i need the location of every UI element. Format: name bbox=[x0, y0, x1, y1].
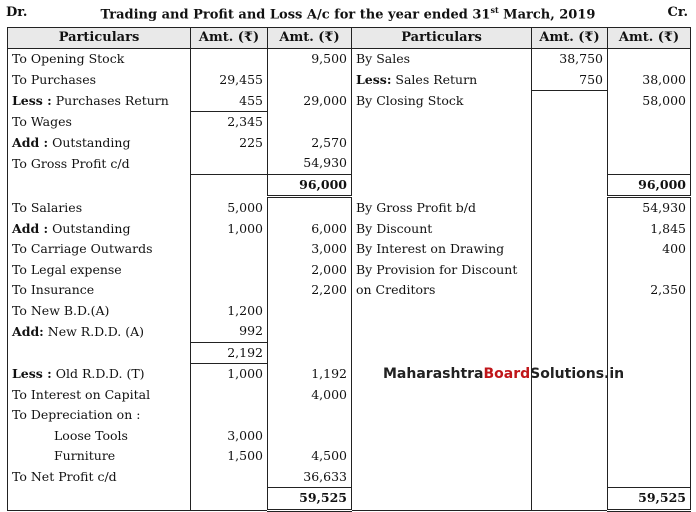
ledger-row bbox=[8, 301, 691, 322]
credit-amt2-cell bbox=[608, 321, 691, 342]
debit-amt2-cell: 96,000 bbox=[268, 174, 352, 197]
debit-label-prefix: Add: bbox=[12, 323, 44, 339]
credit-particulars-cell bbox=[352, 342, 532, 364]
statement-title bbox=[0, 5, 696, 22]
credit-amt1-cell: 750 bbox=[532, 70, 608, 91]
debit-amt2-cell: 4,500 bbox=[268, 446, 352, 467]
debit-amt2-cell bbox=[268, 342, 352, 364]
credit-particulars-cell bbox=[352, 467, 532, 488]
debit-particulars-cell bbox=[8, 197, 191, 219]
debit-amt2-cell: 29,000 bbox=[268, 91, 352, 112]
ledger-row bbox=[8, 280, 691, 301]
credit-amt1-cell bbox=[532, 467, 608, 488]
credit-particulars-cell bbox=[352, 197, 532, 219]
debit-amt1-cell bbox=[191, 49, 268, 70]
debit-amt2-cell: 9,500 bbox=[268, 49, 352, 70]
debit-amt2-cell bbox=[268, 405, 352, 426]
debit-particulars-cell bbox=[8, 467, 191, 488]
credit-amt2-cell: 58,000 bbox=[608, 91, 691, 112]
watermark-part-2: Board bbox=[483, 366, 531, 382]
credit-amt1-cell bbox=[532, 280, 608, 301]
debit-amt1-cell bbox=[191, 405, 268, 426]
credit-label-text: Sales Return bbox=[391, 72, 478, 87]
credit-amt1-cell bbox=[532, 405, 608, 426]
credit-amt1-cell bbox=[532, 446, 608, 467]
ledger-row bbox=[8, 239, 691, 260]
credit-amt2-cell: 54,930 bbox=[608, 197, 691, 219]
debit-particulars-cell bbox=[8, 405, 191, 426]
credit-amt1-cell bbox=[532, 342, 608, 364]
debit-particulars-cell bbox=[8, 219, 191, 240]
credit-amt2-cell bbox=[608, 49, 691, 70]
credit-amt2-cell: 59,525 bbox=[608, 488, 691, 511]
credit-amt2-cell bbox=[608, 342, 691, 364]
credit-particulars-cell bbox=[352, 488, 532, 511]
debit-label-prefix: Add : bbox=[12, 134, 49, 150]
debit-particulars-cell bbox=[8, 488, 191, 511]
debit-label-text: To Carriage Outwards bbox=[12, 241, 153, 257]
credit-particulars-cell bbox=[352, 321, 532, 342]
credit-amt1-cell bbox=[532, 385, 608, 406]
ledger-row bbox=[8, 219, 691, 240]
debit-amt1-cell bbox=[191, 488, 268, 511]
debit-amt1-cell: 992 bbox=[191, 321, 268, 342]
credit-particulars-cell bbox=[352, 219, 532, 240]
debit-particulars-cell bbox=[8, 426, 191, 447]
title-superscript: st bbox=[490, 5, 499, 15]
title-main: Trading and Profit and Loss A/c for the year ended 31 bbox=[100, 7, 491, 23]
ledger-row bbox=[8, 426, 691, 447]
debit-amt1-cell bbox=[191, 174, 268, 197]
credit-particulars-cell bbox=[352, 239, 532, 260]
debit-label-text: Furniture bbox=[54, 448, 116, 464]
debit-amt1-cell: 5,000 bbox=[191, 197, 268, 219]
credit-amt1-cell bbox=[532, 112, 608, 133]
debit-label-text: To Insurance bbox=[12, 282, 95, 298]
debit-particulars-cell bbox=[8, 174, 191, 197]
credit-amt2-cell bbox=[608, 467, 691, 488]
credit-label-text: By Provision for Discount bbox=[356, 261, 518, 277]
debit-amt2-cell bbox=[268, 426, 352, 447]
debit-amt1-cell: 2,192 bbox=[191, 342, 268, 364]
credit-amt2-cell bbox=[608, 260, 691, 281]
credit-amt1-cell bbox=[532, 426, 608, 447]
debit-particulars-cell bbox=[8, 239, 191, 260]
credit-amt1-cell bbox=[532, 133, 608, 154]
credit-amt1-cell bbox=[532, 197, 608, 219]
debit-amt1-cell: 2,345 bbox=[191, 112, 268, 133]
debit-label-prefix: Less : bbox=[12, 366, 52, 381]
watermark-part-1: Maharashtra bbox=[383, 366, 484, 382]
credit-amt2-cell: 1,845 bbox=[608, 219, 691, 240]
credit-amt2-cell bbox=[608, 426, 691, 447]
debit-label-text: To Legal expense bbox=[12, 261, 122, 277]
debit-label-text: Outstanding bbox=[48, 220, 131, 236]
credit-amt2-cell: 96,000 bbox=[608, 174, 691, 197]
credit-particulars-header: Particulars bbox=[352, 28, 532, 49]
credit-particulars-cell bbox=[352, 49, 532, 70]
debit-particulars-cell bbox=[8, 280, 191, 301]
debit-label-text: To Purchases bbox=[12, 72, 97, 87]
debit-label-text: To Depreciation on : bbox=[12, 407, 141, 423]
debit-amt1-cell: 3,000 bbox=[191, 426, 268, 447]
debit-marker: Dr. bbox=[6, 5, 28, 20]
debit-label-text: Outstanding bbox=[48, 134, 131, 150]
ledger-body bbox=[8, 49, 691, 511]
debit-particulars-cell bbox=[8, 260, 191, 281]
column-header-row bbox=[8, 28, 691, 49]
debit-amt1-cell bbox=[191, 385, 268, 406]
credit-particulars-cell bbox=[352, 70, 532, 91]
debit-amt1-cell bbox=[191, 280, 268, 301]
credit-particulars-cell bbox=[352, 405, 532, 426]
debit-amt1-cell: 1,200 bbox=[191, 301, 268, 322]
debit-amt2-cell: 36,633 bbox=[268, 467, 352, 488]
credit-amt1-cell bbox=[532, 174, 608, 197]
credit-amt2-cell bbox=[608, 301, 691, 322]
ledger-row bbox=[8, 153, 691, 174]
credit-particulars-cell bbox=[352, 153, 532, 174]
debit-label-text: To Net Profit c/d bbox=[12, 469, 117, 484]
credit-particulars-cell bbox=[352, 91, 532, 112]
ledger-row bbox=[8, 488, 691, 511]
debit-amt-header-2: Amt. (₹) bbox=[268, 28, 352, 49]
credit-particulars-cell bbox=[352, 301, 532, 322]
credit-amt2-cell bbox=[608, 405, 691, 426]
debit-amt1-cell: 1,000 bbox=[191, 219, 268, 240]
credit-particulars-cell bbox=[352, 133, 532, 154]
debit-label-prefix: Less : bbox=[12, 93, 52, 108]
credit-particulars-cell bbox=[352, 446, 532, 467]
debit-label-text: Loose Tools bbox=[54, 427, 128, 443]
debit-particulars-cell bbox=[8, 301, 191, 322]
debit-particulars-cell bbox=[8, 446, 191, 467]
credit-amt-header-1: Amt. (₹) bbox=[532, 28, 608, 49]
credit-amt2-cell: 2,350 bbox=[608, 280, 691, 301]
debit-label-text: To Gross Profit c/d bbox=[12, 155, 130, 171]
credit-amt2-cell: 400 bbox=[608, 239, 691, 260]
ledger-row bbox=[8, 342, 691, 364]
debit-label-text: Purchases Return bbox=[51, 93, 169, 108]
debit-particulars-cell bbox=[8, 385, 191, 406]
credit-amt2-cell bbox=[608, 133, 691, 154]
debit-amt2-cell bbox=[268, 112, 352, 133]
debit-amt1-cell: 455 bbox=[191, 91, 268, 112]
credit-marker: Cr. bbox=[667, 5, 688, 20]
credit-particulars-cell bbox=[352, 260, 532, 281]
credit-particulars-cell bbox=[352, 112, 532, 133]
credit-amt1-cell bbox=[532, 91, 608, 112]
watermark-part-3: Solutions.in bbox=[530, 366, 625, 382]
debit-amt2-cell: 2,570 bbox=[268, 133, 352, 154]
credit-amt1-cell bbox=[532, 301, 608, 322]
ledger-row bbox=[8, 112, 691, 133]
debit-amt2-cell: 2,000 bbox=[268, 260, 352, 281]
credit-particulars-cell bbox=[352, 174, 532, 197]
debit-label-text: New R.D.D. (A) bbox=[43, 323, 145, 339]
credit-amt1-cell bbox=[532, 488, 608, 511]
debit-amt2-cell: 1,192 bbox=[268, 364, 352, 385]
debit-amt2-cell: 2,200 bbox=[268, 280, 352, 301]
debit-particulars-cell bbox=[8, 70, 191, 91]
debit-amt2-cell: 3,000 bbox=[268, 239, 352, 260]
debit-label-text: To Wages bbox=[12, 114, 72, 129]
ledger-row bbox=[8, 49, 691, 70]
debit-particulars-cell bbox=[8, 153, 191, 174]
debit-amt1-cell bbox=[191, 153, 268, 174]
ledger-row bbox=[8, 133, 691, 154]
debit-amt1-cell bbox=[191, 260, 268, 281]
debit-label-text: To Salaries bbox=[12, 199, 83, 215]
credit-amt2-cell bbox=[608, 385, 691, 406]
credit-label-prefix: Less: bbox=[356, 72, 392, 87]
ledger-row bbox=[8, 321, 691, 342]
credit-particulars-cell bbox=[352, 280, 532, 301]
credit-amt1-cell bbox=[532, 321, 608, 342]
debit-amt2-cell bbox=[268, 70, 352, 91]
ledger-row bbox=[8, 70, 691, 91]
debit-amt2-cell: 4,000 bbox=[268, 385, 352, 406]
debit-particulars-cell bbox=[8, 112, 191, 133]
ledger-row bbox=[8, 197, 691, 219]
credit-amt2-cell: 38,000 bbox=[608, 70, 691, 91]
credit-label-text: By Discount bbox=[356, 220, 433, 236]
credit-particulars-cell bbox=[352, 385, 532, 406]
debit-label-text: To New B.D.(A) bbox=[12, 302, 110, 318]
credit-amt2-cell bbox=[608, 112, 691, 133]
debit-amt1-cell bbox=[191, 467, 268, 488]
credit-amt1-cell: 38,750 bbox=[532, 49, 608, 70]
debit-particulars-cell bbox=[8, 49, 191, 70]
debit-amt1-cell: 1,000 bbox=[191, 364, 268, 385]
debit-amt1-cell bbox=[191, 239, 268, 260]
debit-amt2-cell bbox=[268, 197, 352, 219]
credit-amt1-cell bbox=[532, 239, 608, 260]
ledger-table bbox=[7, 27, 691, 512]
debit-particulars-header: Particulars bbox=[8, 28, 191, 49]
credit-label-text: By Closing Stock bbox=[356, 93, 464, 108]
ledger-row bbox=[8, 91, 691, 112]
debit-label-text: To Interest on Capital bbox=[12, 386, 151, 402]
debit-label-text: To Opening Stock bbox=[12, 51, 125, 67]
debit-amt1-cell: 29,455 bbox=[191, 70, 268, 91]
debit-amt2-cell: 54,930 bbox=[268, 153, 352, 174]
debit-amt2-cell bbox=[268, 301, 352, 322]
statement-header bbox=[0, 0, 696, 26]
ledger-row bbox=[8, 405, 691, 426]
credit-amt1-cell bbox=[532, 153, 608, 174]
ledger-row bbox=[8, 467, 691, 488]
credit-amt-header-2: Amt. (₹) bbox=[608, 28, 691, 49]
credit-label-text: By Sales bbox=[356, 51, 411, 67]
debit-particulars-cell bbox=[8, 364, 191, 385]
credit-label-text: on Creditors bbox=[356, 282, 436, 298]
credit-amt1-cell bbox=[532, 260, 608, 281]
debit-label-prefix: Add : bbox=[12, 220, 49, 236]
debit-amt2-cell bbox=[268, 321, 352, 342]
credit-amt2-cell bbox=[608, 153, 691, 174]
debit-amt1-cell: 1,500 bbox=[191, 446, 268, 467]
title-end: March, 2019 bbox=[498, 7, 596, 23]
debit-amt-header-1: Amt. (₹) bbox=[191, 28, 268, 49]
debit-amt2-cell: 6,000 bbox=[268, 219, 352, 240]
debit-label-text: Old R.D.D. (T) bbox=[51, 366, 145, 381]
ledger-row bbox=[8, 446, 691, 467]
ledger-row bbox=[8, 174, 691, 197]
debit-particulars-cell bbox=[8, 91, 191, 112]
credit-label-text: By Interest on Drawing bbox=[356, 241, 505, 257]
watermark bbox=[383, 366, 624, 382]
debit-particulars-cell bbox=[8, 133, 191, 154]
ledger-row bbox=[8, 260, 691, 281]
debit-particulars-cell bbox=[8, 321, 191, 342]
credit-amt2-cell bbox=[608, 446, 691, 467]
debit-amt2-cell: 59,525 bbox=[268, 488, 352, 511]
debit-particulars-cell bbox=[8, 342, 191, 364]
ledger-row bbox=[8, 385, 691, 406]
credit-amt1-cell bbox=[532, 219, 608, 240]
credit-label-text: By Gross Profit b/d bbox=[356, 199, 476, 215]
credit-particulars-cell bbox=[352, 426, 532, 447]
debit-amt1-cell: 225 bbox=[191, 133, 268, 154]
